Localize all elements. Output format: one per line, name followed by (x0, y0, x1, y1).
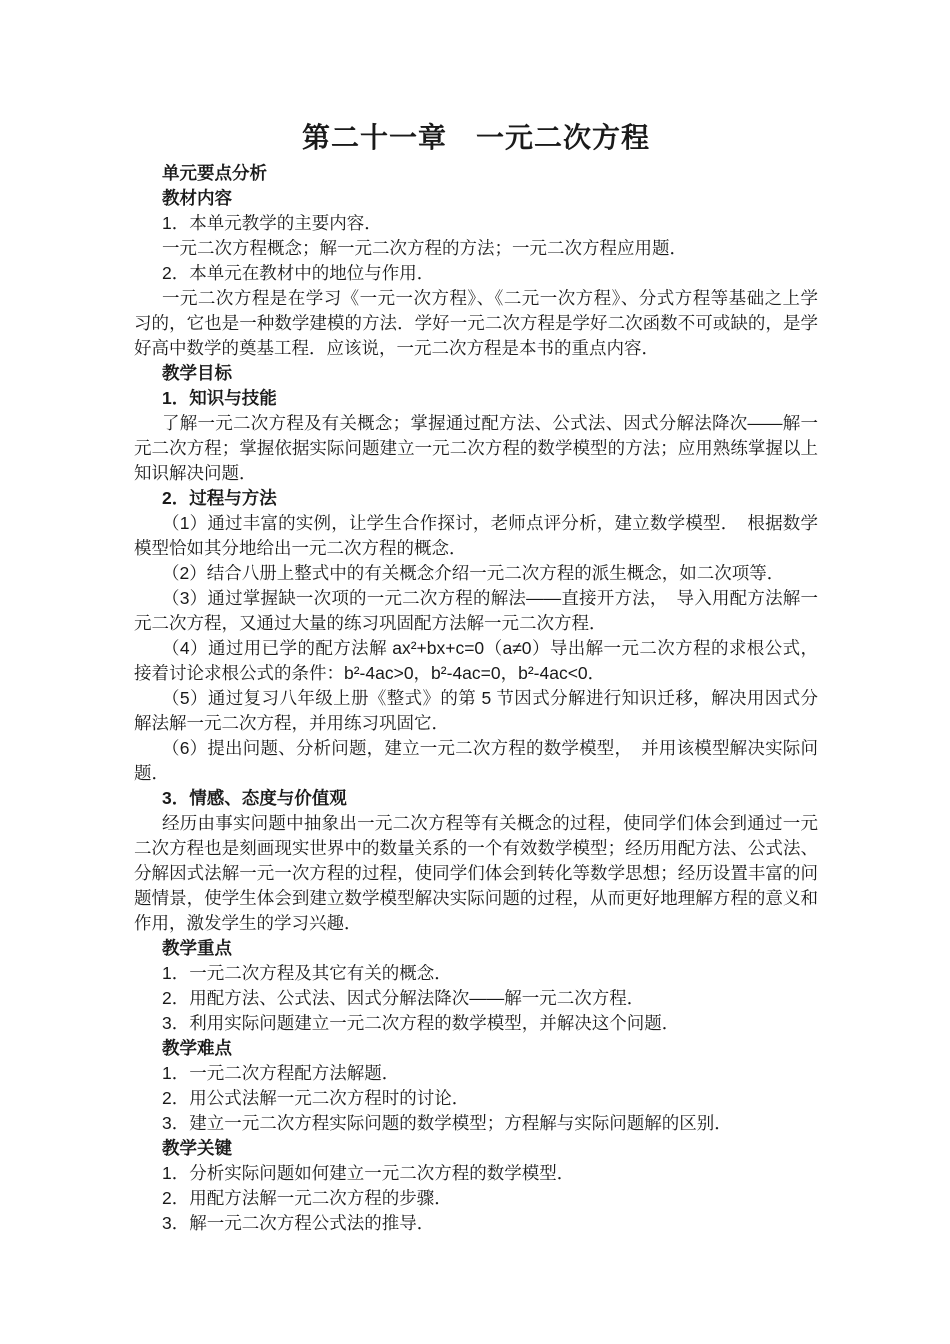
paragraph: （4）通过用已学的配方法解 ax²+bx+c=0（a≠0）导出解一元二次方程的求根公式，接着讨论求根公式的条件：b²-4ac>0，b²-4ac=0，b²-4ac<0． (134, 638, 818, 683)
paragraph: 1．本单元教学的主要内容． (162, 213, 382, 233)
paragraph: 3．解一元二次方程公式法的推导． (162, 1213, 435, 1233)
paragraph: 1．一元二次方程及其它有关的概念． (162, 963, 452, 983)
section-heading: 1．知识与技能 (162, 388, 277, 408)
document-body (134, 120, 818, 1236)
paragraph: （5）通过复习八年级上册《整式》的第 5 节因式分解进行知识迁移，解决用因式分解法解一元二次方程，并用练习巩固它． (134, 688, 818, 733)
paragraph: 1．分析实际问题如何建立一元二次方程的数学模型． (162, 1163, 575, 1183)
section-heading: 单元要点分析 (162, 163, 267, 183)
paragraph: （3）通过掌握缺一次项的一元二次方程的解法——直接开方法， 导入用配方法解一元二次方程，又通过大量的练习巩固配方法解一元二次方程． (134, 588, 818, 633)
paragraph: （6）提出问题、分析问题，建立一元二次方程的数学模型， 并用该模型解决实际问题． (134, 738, 818, 783)
document-blocks (134, 161, 818, 1236)
paragraph: 3．建立一元二次方程实际问题的数学模型；方程解与实际问题解的区别． (162, 1113, 732, 1133)
paragraph: （2）结合八册上整式中的有关概念介绍一元二次方程的派生概念，如二次项等． (162, 563, 785, 583)
section-heading: 教学目标 (162, 363, 232, 383)
paragraph: 3．利用实际问题建立一元二次方程的数学模型，并解决这个问题． (162, 1013, 680, 1033)
paragraph: 2．用配方法解一元二次方程的步骤． (162, 1188, 452, 1208)
section-heading: 2．过程与方法 (162, 488, 277, 508)
paragraph: 了解一元二次方程及有关概念；掌握通过配方法、公式法、因式分解法降次——解一元二次方程；掌握依据实际问题建立一元二次方程的数学模型的方法；应用熟练掌握以上知识解决问题． (134, 413, 818, 483)
section-heading: 教材内容 (162, 188, 232, 208)
paragraph: 一元二次方程是在学习《一元一次方程》、《二元一次方程》、分式方程等基础之上学习的，它也是一种数学建模的方法．学好一元二次方程是学好二次函数不可或缺的，是学好高中数学的奠基工程．应该说，一元二次方程是本书的重点内容． (134, 288, 818, 358)
paragraph: 2．本单元在教材中的地位与作用． (162, 263, 435, 283)
section-heading: 教学难点 (162, 1038, 232, 1058)
section-heading: 教学重点 (162, 938, 232, 958)
paragraph: （1）通过丰富的实例，让学生合作探讨，老师点评分析，建立数学模型． 根据数学模型恰如其分地给出一元二次方程的概念． (134, 513, 818, 558)
section-heading: 3．情感、态度与价值观 (162, 788, 347, 808)
chapter-title: 第二十一章 一元二次方程 (301, 122, 650, 153)
paragraph: 1．一元二次方程配方法解题． (162, 1063, 400, 1083)
paragraph: 2．用配方法、公式法、因式分解法降次——解一元二次方程． (162, 988, 645, 1008)
paragraph: 2．用公式法解一元二次方程时的讨论． (162, 1088, 470, 1108)
paragraph: 经历由事实问题中抽象出一元二次方程等有关概念的过程，使同学们体会到通过一元二次方程也是刻画现实世界中的数量关系的一个有效数学模型；经历用配方法、公式法、分解因式法解一元一次方程的过程，使同学们体会到转化等数学思想；经历设置丰富的问题情景，使学生体会到建立数学模型解决实际问题的过程，从而更好地理解方程的意义和作用，激发学生的学习兴趣． (134, 813, 818, 933)
section-heading: 教学关键 (162, 1138, 232, 1158)
paragraph: 一元二次方程概念；解一元二次方程的方法；一元二次方程应用题． (162, 238, 687, 258)
